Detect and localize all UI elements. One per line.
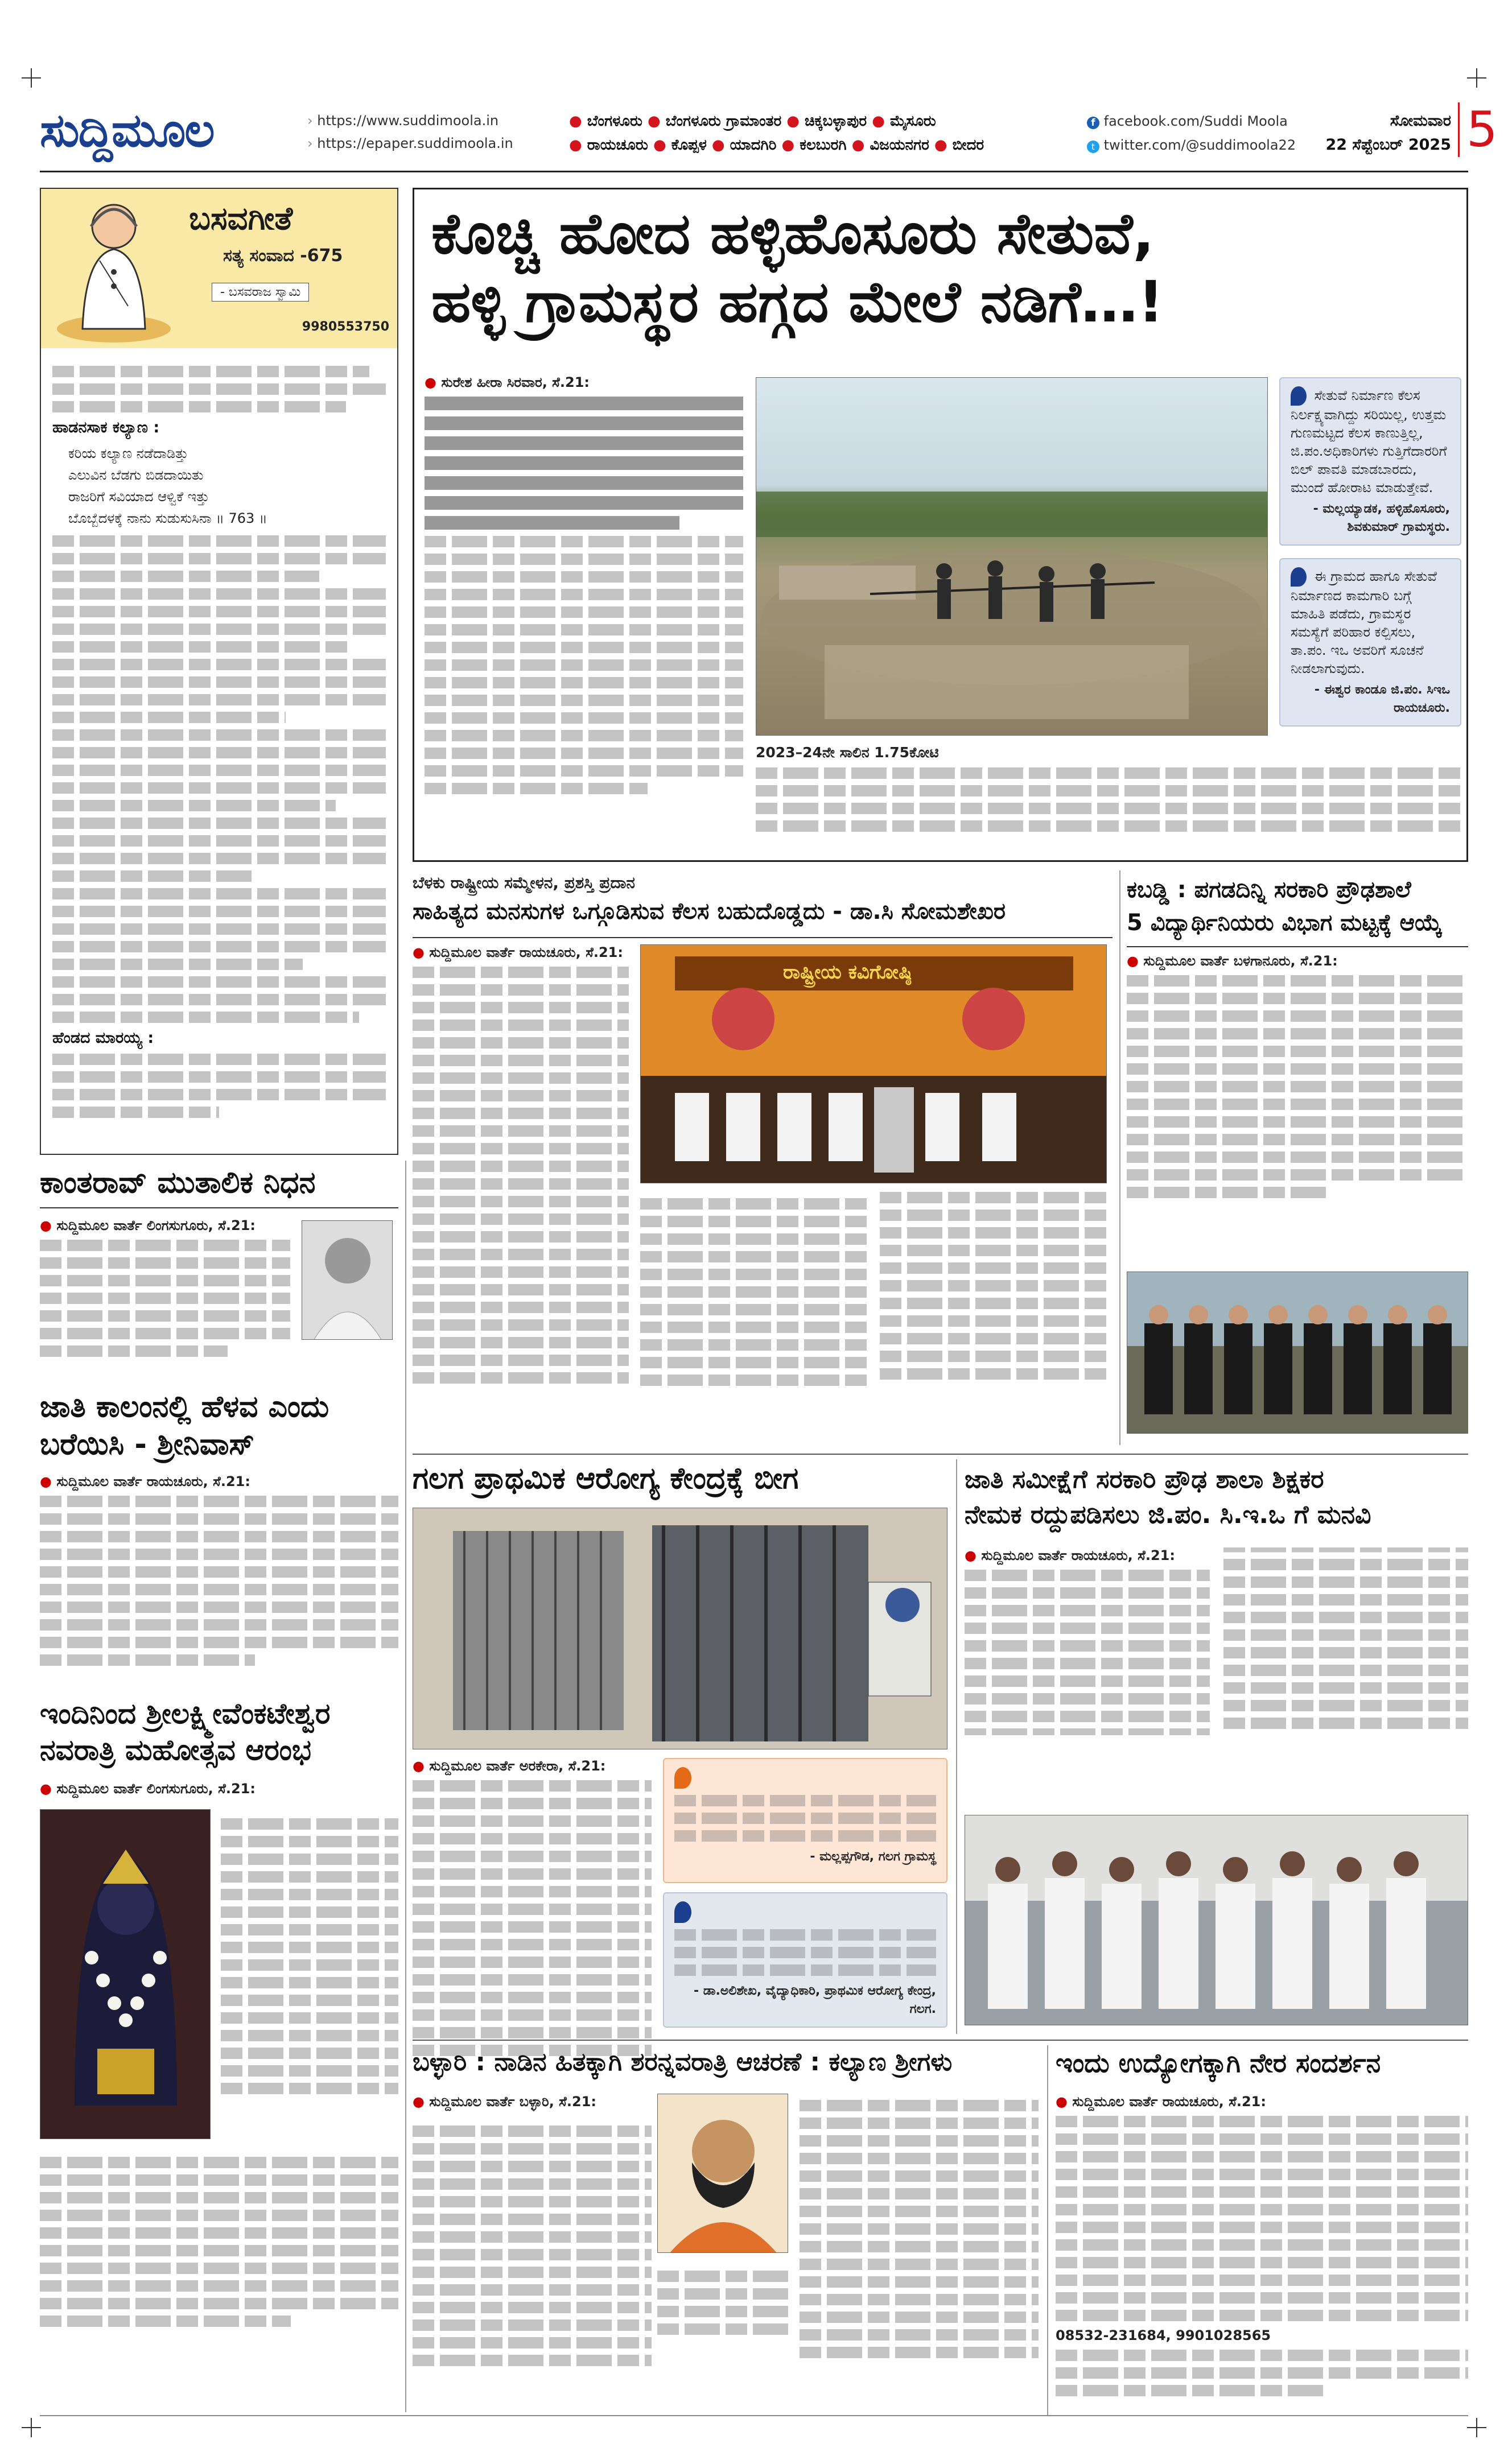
kantharao-headline: ಕಾಂತರಾವ್ ಮುತಾಲಿಕ ನಿಧನ bbox=[40, 1166, 316, 1200]
column-phone: 9980553750 bbox=[302, 320, 389, 334]
teachers-memorandum-photo bbox=[965, 1815, 1468, 2025]
lead-byline: ● ಸುರೇಶ ಹೀರಾ ಸಿರವಾರ, ಸೆ.21: bbox=[425, 374, 590, 390]
sammelana-story bbox=[413, 873, 1113, 1448]
quote-icon bbox=[1291, 567, 1307, 587]
masthead-date: 22 ಸೆಪ್ಟೆಂಬರ್ 2025 bbox=[1325, 136, 1451, 154]
jati-samikshe-story bbox=[965, 1462, 1468, 2031]
column-subtitle: ಸತ್ಯ ಸಂವಾದ -675 bbox=[223, 246, 343, 266]
jati-headline-line1: ಜಾತಿ ಕಾಲಂನಲ್ಲಿ ಹೆಳವ ಎಂದು bbox=[40, 1390, 329, 1424]
samikshe-headline-line1: ಜಾತಿ ಸಮೀಕ್ಷೆಗೆ ಸರಕಾರಿ ಪ್ರೌಢ ಶಾಲಾ ಶಿಕ್ಷಕರ bbox=[965, 1465, 1324, 1494]
basavanna-illustration bbox=[51, 192, 176, 346]
kabaddi-byline: ● ಸುದ್ದಿಮೂಲ ವಾರ್ತೆ ಬಳಗಾನೂರು, ಸೆ.21: bbox=[1127, 953, 1338, 969]
registration-mark bbox=[1467, 68, 1486, 88]
galaga-byline: ● ಸುದ್ದಿಮೂಲ ವಾರ್ತೆ ಅರಕೇರಾ, ಸೆ.21: bbox=[413, 1758, 606, 1774]
twitter-link[interactable]: t twitter.com/@suddimoola22 bbox=[1087, 133, 1296, 157]
column-divider bbox=[956, 1459, 957, 2034]
navaratri-headline-line1: ಇಂದಿನಿಂದ ಶ್ರೀಲಕ್ಷ್ಮೀವೆಂಕಟೇಶ್ವರ bbox=[40, 1697, 331, 1730]
sammelana-byline: ● ಸುದ್ದಿಮೂಲ ವಾರ್ತೆ ರಾಯಚೂರು, ಸೆ.21: bbox=[413, 944, 623, 960]
ballari-byline: ● ಸುದ್ದಿಮೂಲ ವಾರ್ತೆ ಬಳ್ಳಾರಿ, ಸೆ.21: bbox=[413, 2094, 596, 2110]
column-author: - ಬಸವರಾಜ ಸ್ವಾಮಿ bbox=[212, 283, 309, 302]
stage-banner-text: ರಾಷ್ಟ್ರೀಯ ಕವಿಗೋಷ್ಠಿ bbox=[783, 961, 912, 984]
navaratri-byline: ● ಸುದ್ದಿಮೂಲ ವಾರ್ತೆ ಲಿಂಗಸುಗೂರು, ಸೆ.21: bbox=[40, 1781, 256, 1797]
sammelana-stage-photo bbox=[640, 944, 1107, 1183]
jati-byline: ● ಸುದ್ದಿಮೂಲ ವಾರ್ತೆ ರಾಯಚೂರು, ಸೆ.21: bbox=[40, 1474, 250, 1489]
galaga-headline: ಗಲಗ ಪ್ರಾಥಮಿಕ ಆರೋಗ್ಯ ಕೇಂದ್ರಕ್ಕೆ ಬೀಗ bbox=[413, 1462, 799, 1496]
poem-block: ಕರಿಯ ಕಲ್ಯಾಣ ನಡೆದಾಡಿತ್ತು ಎಲುವಿನ ಬೆಡಗು ಬಿಡದಾಯಿತು ರಾಜರಿಗೆ ಸವಿಯಾದ ಆಳ್ವಿಕೆ ಇತ್ತು ಬೊಬ್ಬೆದಳಕ್ಕೆ ನಾನು ಸುಡುಸುಸಿನಾ ॥ 763 ॥ bbox=[68, 445, 267, 526]
lead-headline-line1: ಕೊಚ್ಚಿ ಹೋದ ಹಳ್ಳಿಹೊಸೂರು ಸೇತುವೆ, bbox=[431, 200, 1155, 267]
district-row-1: ● ಬೆಂಗಳೂರು ● ಬೆಂಗಳೂರು ಗ್ರಾಮಾಂತರ ● ಚಿಕ್ಕಬಳ್ಳಾಪುರ ● ಮೈಸೂರು bbox=[569, 113, 936, 130]
masthead-logo: ಸುದ್ದಿಮೂಲ bbox=[40, 104, 214, 158]
registration-mark bbox=[1467, 2418, 1486, 2437]
column-divider bbox=[1047, 2045, 1048, 2415]
lead-stat: 2023–24ನೇ ಸಾಲಿನ 1.75ಕೋಟಿ bbox=[756, 744, 939, 761]
column-subhead: ಹೆಂಡದ ಮಾರಯ್ಯ : bbox=[52, 1029, 154, 1047]
quote-icon bbox=[674, 1767, 691, 1789]
twitter-icon: t bbox=[1087, 141, 1099, 153]
facebook-icon: f bbox=[1087, 117, 1099, 129]
website-link[interactable]: › https://www.suddimoola.in bbox=[307, 113, 499, 129]
facebook-link[interactable]: f facebook.com/Suddi Moola bbox=[1087, 109, 1296, 133]
udyoga-byline: ● ಸುದ್ದಿಮೂಲ ವಾರ್ತೆ ರಾಯಚೂರು, ಸೆ.21: bbox=[1056, 2094, 1266, 2110]
registration-mark bbox=[22, 2418, 41, 2437]
galaga-quote-2: - ಡಾ.ಅಲಿಶೇಖ, ವೈದ್ಯಾಧಿಕಾರಿ, ಪ್ರಾಥಮಿಕ ಆರೋಗ್ಯ ಕೇಂದ್ರ, ಗಲಗ. bbox=[663, 1892, 947, 2028]
udyoga-story bbox=[1056, 2048, 1468, 2412]
kabaddi-headline-line2: 5 ವಿದ್ಯಾರ್ಥಿನಿಯರು ವಿಭಾಗ ಮಟ್ಟಕ್ಕೆ ಆಯ್ಕೆ bbox=[1127, 910, 1443, 936]
column-divider bbox=[405, 1161, 406, 2412]
ballari-story bbox=[413, 2048, 1039, 2412]
kabaddi-headline-line1: ಕಬಡ್ಡಿ : ಪಗಡದಿನ್ನಿ ಸರಕಾರಿ ಪ್ರೌಢಶಾಲೆ bbox=[1127, 877, 1411, 903]
basavageethe-box bbox=[40, 188, 398, 1155]
kantharao-byline: ● ಸುದ್ದಿಮೂಲ ವಾರ್ತೆ ಲಿಂಗಸುಗೂರು, ಸೆ.21: bbox=[40, 1217, 256, 1233]
section-rule bbox=[413, 2040, 1468, 2041]
lead-quote-1: ಸೇತುವೆ ನಿರ್ಮಾಣ ಕೆಲಸ ನಿರ್ಲಕ್ಷ್ಯವಾಗಿದ್ದು ಸರಿಯಿಲ್ಲ, ಉತ್ತಮ ಗುಣಮಟ್ಟದ ಕೆಲಸ ಕಾಣುತ್ತಿಲ್ಲ, ಜಿ.ಪಂ.ಅಧಿಕಾರಿಗಳು ಗುತ್ತಿಗೆದಾರರಿಗೆ ಬಿಲ್ ಪಾವತಿ ಮಾಡಬಾರದು, ಮುಂದೆ ಹೋರಾಟ ಮಾಡುತ್ತೇವೆ. - ಮಲ್ಲಯ್ಯಾಡಕ, ಹಳ್ಳಿಹೊಸೂರು, ಶಿವಕುಮಾರ್ ಗ್ರಾಮಸ್ಥರು. bbox=[1279, 377, 1461, 546]
lead-headline-line2: ಹಳ್ಳಿ ಗ್ರಾಮಸ್ಥರ ಹಗ್ಗದ ಮೇಲೆ ನಡಿಗೆ…! bbox=[431, 269, 1164, 335]
navaratri-headline-line2: ನವರಾತ್ರಿ ಮಹೋತ್ಸವ ಆರಂಭ bbox=[40, 1734, 312, 1767]
samikshe-byline: ● ಸುದ್ದಿಮೂಲ ವಾರ್ತೆ ರಾಯಚೂರು, ಸೆ.21: bbox=[965, 1547, 1175, 1563]
lead-quote-2: ಈ ಗ್ರಾಮದ ಹಾಗೂ ಸೇತುವೆ ನಿರ್ಮಾಣದ ಕಾಮಗಾರಿ ಬಗ್ಗೆ ಮಾಹಿತಿ ಪಡೆದು, ಗ್ರಾಮಸ್ಥರ ಸಮಸ್ಯೆಗೆ ಪರಿಹಾರ ಕಲ್ಪಿಸಲು, ತಾ.ಪಂ. ಇಒ ಅವರಿಗೆ ಸೂಚನೆ ನೀಡಲಾಗುವುದು. - ಈಶ್ವರ ಕಾಂಡೂ ಜಿ.ಪಂ. ಸಿಇಒ ರಾಯಚೂರು. bbox=[1279, 558, 1461, 727]
locked-health-centre-photo bbox=[413, 1508, 947, 1749]
quote-icon bbox=[1291, 386, 1307, 406]
sammelana-kicker: ಬೆಳಕು ರಾಷ್ಟ್ರೀಯ ಸಮ್ಮೇಳನ, ಪ್ರಶಸ್ತಿ ಪ್ರದಾನ bbox=[413, 873, 635, 892]
ballari-headline: ಬಳ್ಳಾರಿ : ನಾಡಿನ ಹಿತಕ್ಕಾಗಿ ಶರನ್ನವರಾತ್ರಿ ಆಚರಣೆ : ಕಲ್ಯಾಣ ಶ್ರೀಗಳು bbox=[413, 2048, 953, 2077]
galaga-story bbox=[413, 1462, 947, 2031]
kabaddi-story bbox=[1127, 873, 1468, 1442]
samikshe-headline-line2: ನೇಮಕ ರದ್ದುಪಡಿಸಲು ಜಿ.ಪಂ. ಸಿ.ಇ.ಒ ಗೆ ಮನವಿ bbox=[965, 1500, 1371, 1529]
kabaddi-team-photo bbox=[1127, 1272, 1468, 1434]
epaper-link[interactable]: › https://epaper.suddimoola.in bbox=[307, 135, 513, 151]
kantharao-story bbox=[40, 1166, 398, 1377]
udyoga-phones: 08532-231684, 9901028565 bbox=[1056, 2327, 1271, 2343]
section-rule bbox=[413, 1454, 1468, 1455]
quote-icon bbox=[674, 1901, 691, 1923]
masthead-rule bbox=[40, 171, 1468, 172]
deity-photo bbox=[40, 1809, 211, 2139]
column-subhead: ಹಾಡನಸಾಕ ಕಲ್ಯಾಣ : bbox=[52, 419, 160, 436]
district-row-2: ● ರಾಯಚೂರು ● ಕೊಪ್ಪಳ ● ಯಾದಗಿರಿ ● ಕಲಬುರಗಿ ● ವಿಜಯನಗರ ● ಬೀದರ bbox=[569, 137, 984, 154]
swamiji-portrait bbox=[657, 2094, 788, 2253]
galaga-quote-1: - ಮಲ್ಲಪ್ಪಗೌಡ, ಗಲಗ ಗ್ರಾಮಸ್ಥ bbox=[663, 1758, 947, 1883]
registration-mark bbox=[22, 68, 41, 88]
flood-bridge-photo bbox=[756, 377, 1268, 736]
column-divider bbox=[1119, 870, 1120, 1445]
masthead bbox=[40, 101, 1498, 165]
navaratri-story bbox=[40, 1695, 398, 2418]
jati-headline-line2: ಬರೆಯಿಸಿ - ಶ್ರೀನಿವಾಸ್ bbox=[40, 1427, 254, 1462]
jati-story bbox=[40, 1388, 398, 1684]
page-number: 5 bbox=[1458, 102, 1498, 157]
udyoga-headline: ಇಂದು ಉದ್ಯೋಗಕ್ಕಾಗಿ ನೇರ ಸಂದರ್ಶನ bbox=[1056, 2048, 1381, 2078]
masthead-day: ಸೋಮವಾರ bbox=[1390, 112, 1451, 130]
kantharao-portrait bbox=[302, 1220, 393, 1340]
column-title: ಬಸವಗೀತೆ bbox=[189, 200, 293, 237]
sammelana-headline: ಸಾಹಿತ್ಯದ ಮನಸುಗಳ ಒಗ್ಗೂಡಿಸುವ ಕೆಲಸ ಬಹುದೊಡ್ಡದು - ಡಾ.ಸಿ ಸೋಮಶೇಖರ bbox=[413, 898, 1113, 924]
lead-story bbox=[413, 188, 1468, 862]
footer-rule bbox=[40, 2415, 1468, 2416]
